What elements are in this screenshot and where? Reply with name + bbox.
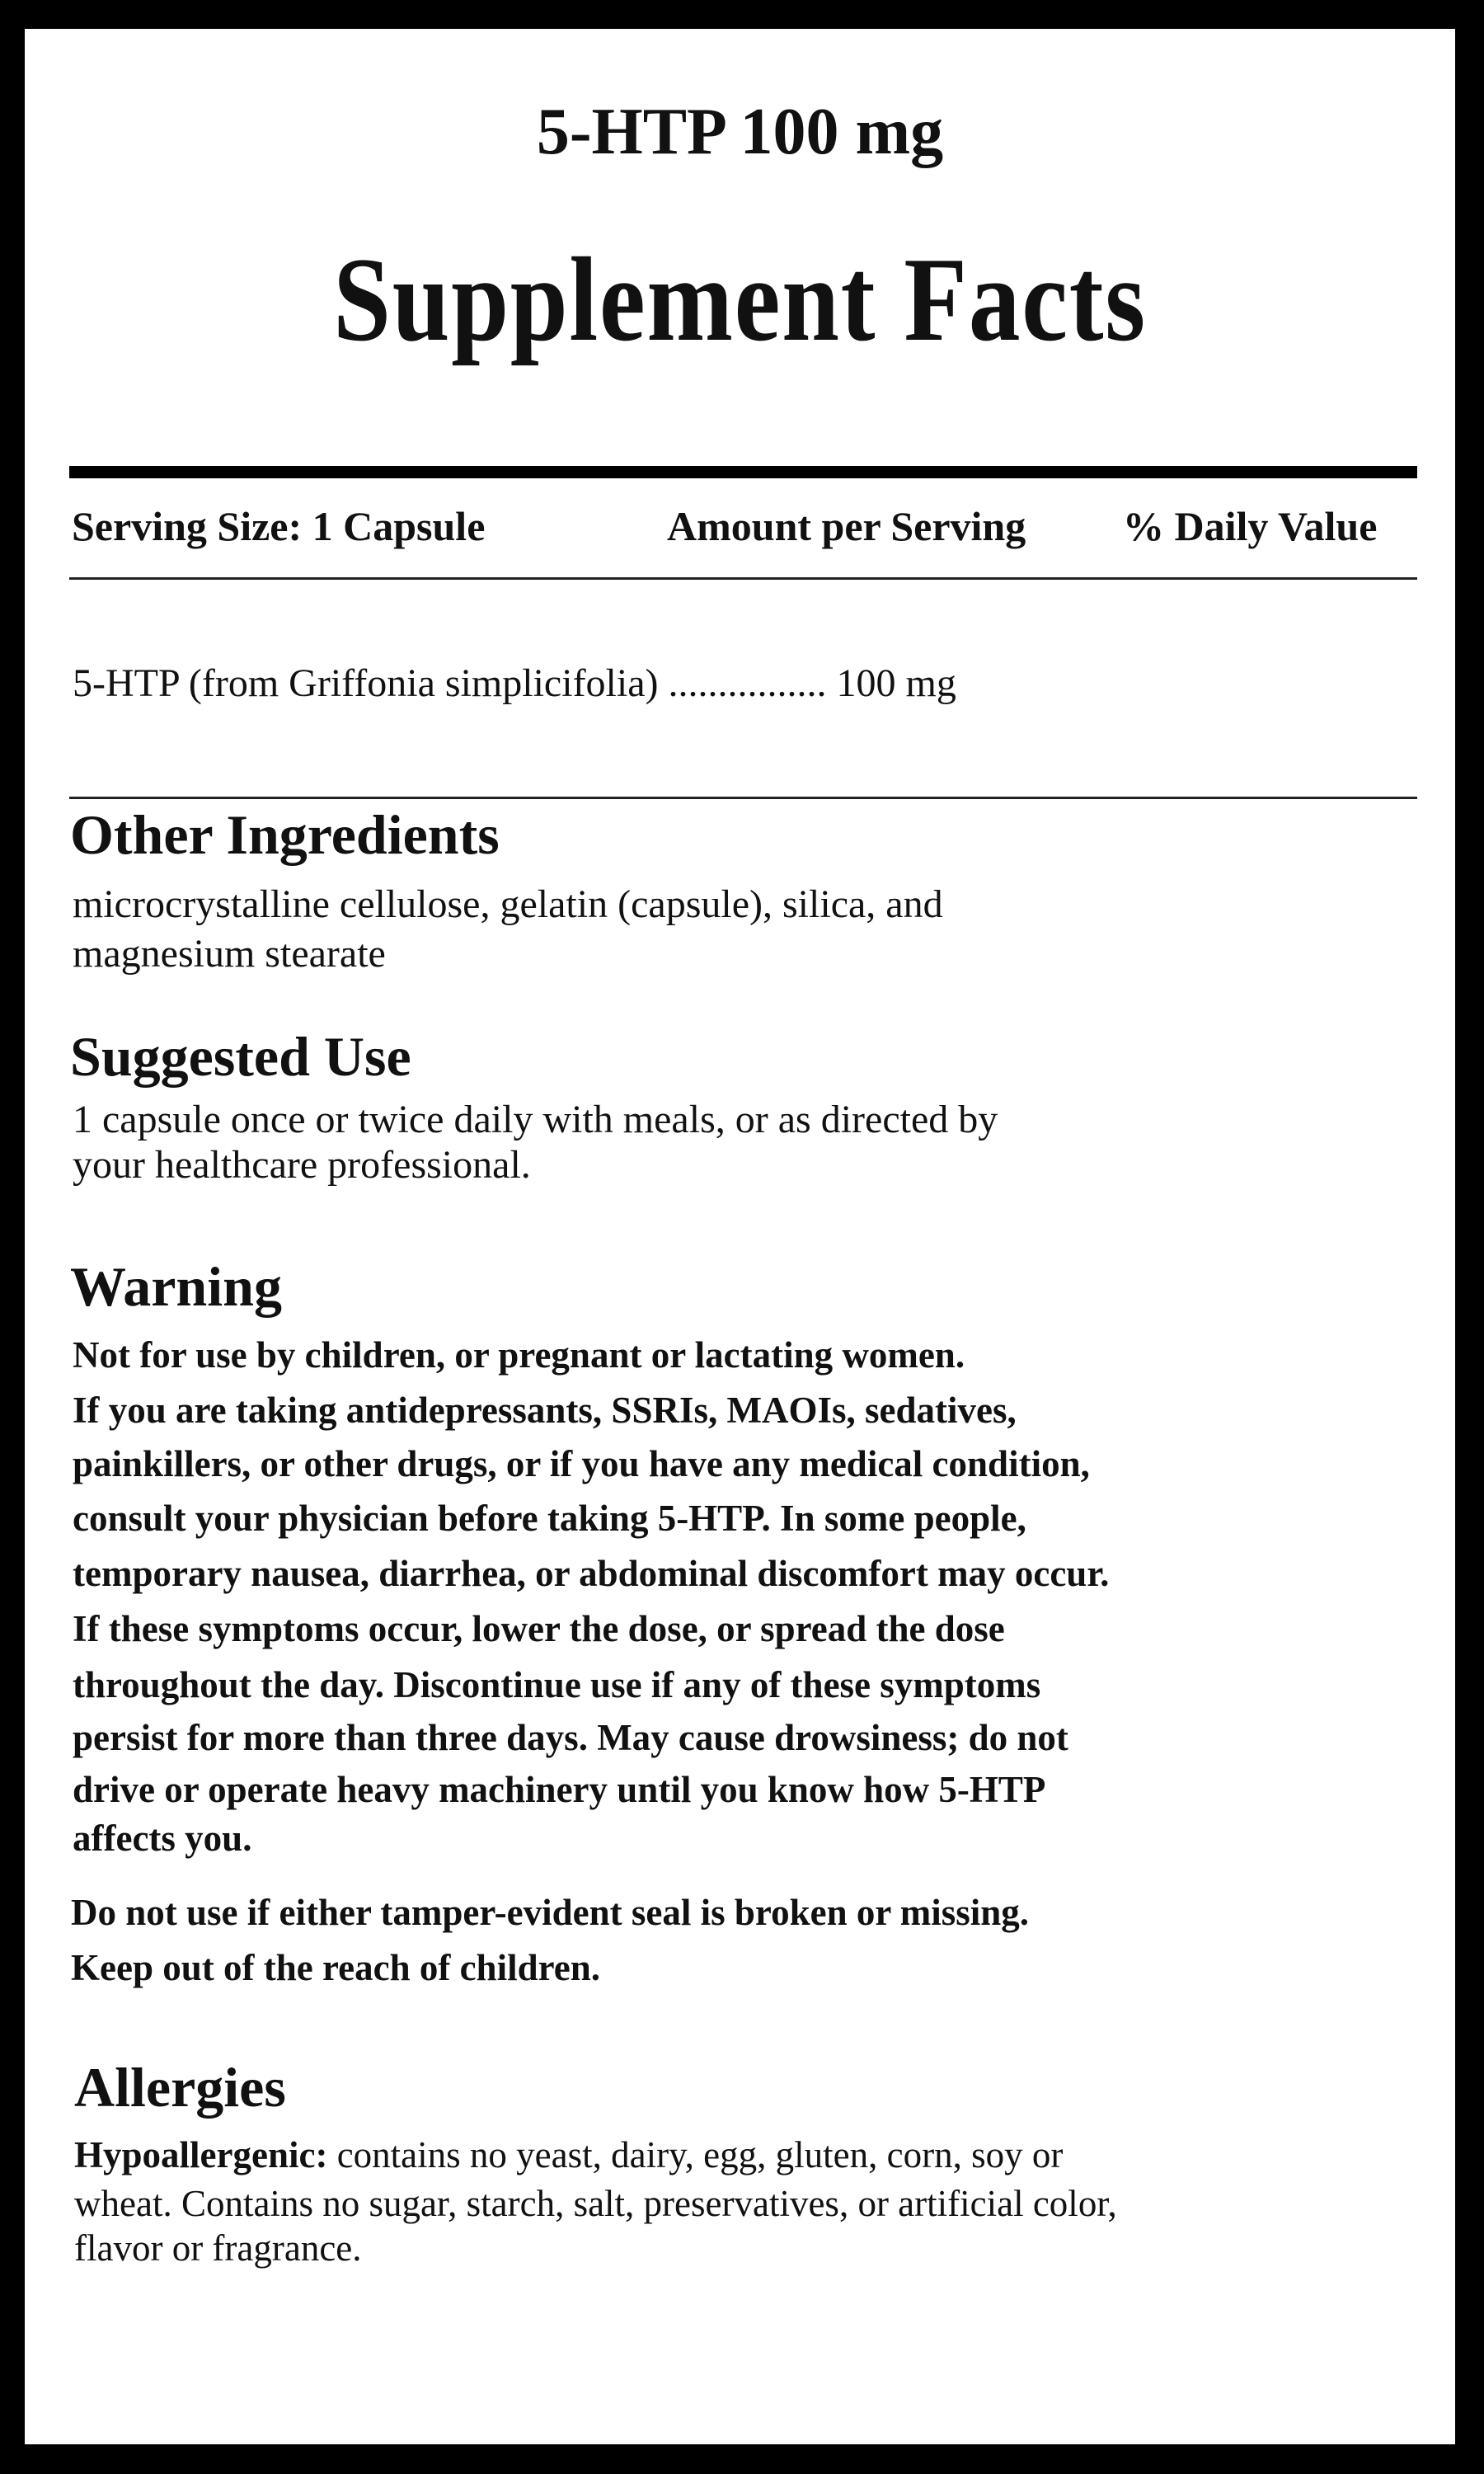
header-divider (69, 577, 1417, 580)
allergies-text: contains no yeast, dairy, egg, gluten, corn, soy or (327, 2134, 1064, 2175)
other-ingredients-heading: Other Ingredients (70, 803, 500, 866)
supplement-facts-label (25, 29, 1455, 2444)
ingredient-amount: 100 mg (836, 661, 956, 705)
suggested-use-line: your healthcare professional. (73, 1143, 531, 1187)
warning-line: If you are taking antidepressants, SSRIs, MAOIs, sedatives, (73, 1390, 1017, 1431)
product-name: 5-HTP 100 mg (536, 96, 944, 168)
allergies-line: wheat. Contains no sugar, starch, salt, preservatives, or artificial color, (74, 2183, 1117, 2224)
warning-line: If these symptoms occur, lower the dose, or spread the dose (73, 1608, 1005, 1649)
ingredient-name: 5-HTP (from Griffonia simplicifolia) (73, 661, 659, 705)
warning-line: persist for more than three days. May cause drowsiness; do not (73, 1717, 1068, 1758)
ingredient-row (73, 661, 956, 705)
warning-line: drive or operate heavy machinery until you know how 5-HTP (73, 1769, 1046, 1810)
warning-line: throughout the day. Discontinue use if any of these symptoms (73, 1664, 1041, 1705)
suggested-use-line: 1 capsule once or twice daily with meals, or as directed by (73, 1098, 998, 1141)
warning-line: consult your physician before taking 5-HTP. In some people, (73, 1498, 1026, 1539)
hypoallergenic-label: Hypoallergenic: (74, 2134, 328, 2175)
ingredients-divider (69, 797, 1417, 799)
other-ingredients-line: magnesium stearate (73, 932, 386, 976)
warning-heading: Warning (70, 1255, 282, 1318)
other-ingredients-line: microcrystalline cellulose, gelatin (capsule), silica, and (73, 882, 943, 926)
suggested-use-heading: Suggested Use (70, 1025, 411, 1088)
allergies-heading: Allergies (74, 2056, 286, 2119)
serving-size-header: Serving Size: 1 Capsule (72, 503, 486, 549)
warning-line: affects you. (73, 1818, 252, 1859)
warning-line: painkillers, or other drugs, or if you have any medical condition, (73, 1443, 1090, 1484)
warning-line: Not for use by children, or pregnant or lactating women. (73, 1334, 965, 1376)
allergies-line: flavor or fragrance. (74, 2227, 362, 2269)
thick-divider (69, 466, 1417, 478)
keep-away-from-children: Keep out of the reach of children. (71, 1947, 601, 1988)
amount-per-serving-header: Amount per Serving (667, 503, 1026, 549)
ingredient-leader-dots: ................ (668, 661, 827, 705)
daily-value-header: % Daily Value (1123, 503, 1378, 549)
allergies-line (74, 2134, 1064, 2175)
tamper-seal-warning: Do not use if either tamper-evident seal is broken or missing. (71, 1892, 1030, 1933)
supplement-facts-title: Supplement Facts (333, 233, 1147, 366)
warning-line: temporary nausea, diarrhea, or abdominal discomfort may occur. (73, 1553, 1110, 1594)
